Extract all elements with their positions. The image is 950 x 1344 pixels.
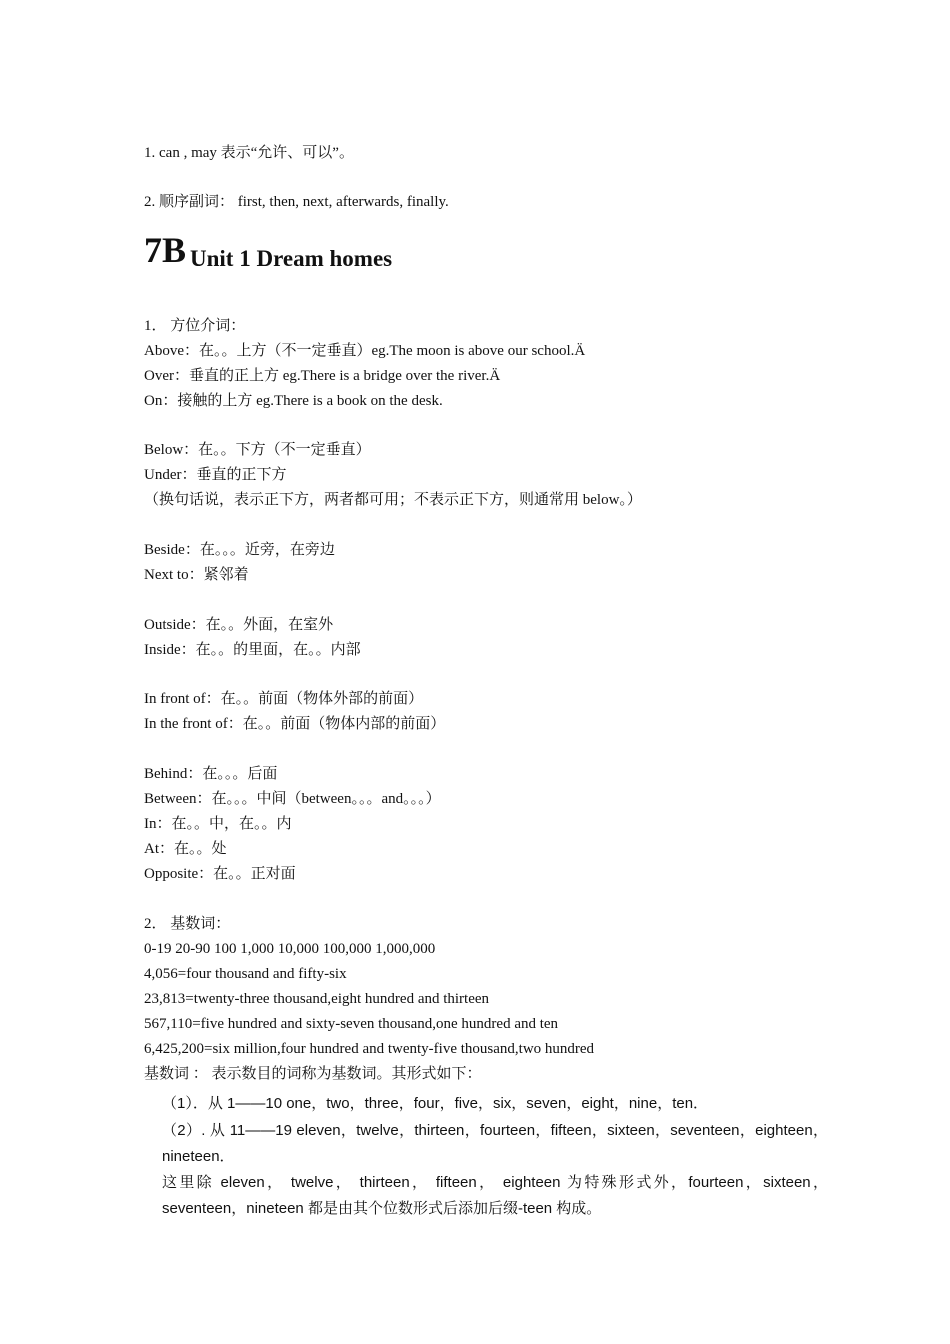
section1-line-in: In：在。。中，在。。内: [144, 816, 292, 832]
section2-note: 这里除 eleven， twelve， thirteen， fifteen， eighteen 为特殊形式外，fourteen，sixteen，seventeen，nineteen 都是由其个位数形式后添加后缀-teen 构成。: [162, 1174, 828, 1217]
section1-line-at: At：在。。处: [144, 841, 227, 857]
section1-line-behind: Behind：在。。。后面: [144, 766, 278, 782]
section1-line-over: Over：垂直的正上方 eg.There is a bridge over the river.Ä: [144, 368, 501, 384]
section1-line-beside: Beside：在。。。近旁，在旁边: [144, 542, 335, 558]
section2-definition: 基数词 ： 表示数目的词称为基数词。其形式如下：: [144, 1066, 482, 1082]
section1-line-in-front-of: In front of：在。。前面（物体外部的前面）: [144, 691, 424, 707]
intro-line-2: 2. 顺序副词： first, then, next, afterwards, finally.: [144, 194, 449, 210]
section1-line-outside: Outside：在。。外面，在室外: [144, 617, 334, 633]
section2-item-2: （2）. 从 11——19 eleven，twelve，thirteen，fourteen，fifteen，sixteen，seventeen，eighteen， nineteen．: [162, 1122, 828, 1165]
section1-line-above: Above：在。。上方（不一定垂直）eg.The moon is above our school.Ä: [144, 343, 586, 359]
section1-title: 1． 方位介词：: [144, 318, 246, 334]
section2-line-example-2: 23,813=twenty-three thousand,eight hundred and thirteen: [144, 991, 490, 1007]
section1-line-note: （换句话说，表示正下方，两者都可用；不表示正下方，则通常用 below。）: [144, 492, 642, 508]
section1-line-inside: Inside：在。。的里面，在。。内部: [144, 642, 361, 658]
section1-line-opposite: Opposite：在。。正对面: [144, 866, 296, 882]
unit-heading-grade: 7B: [144, 230, 187, 270]
section2-title: 2． 基数词：: [144, 916, 231, 932]
section2-line-ranges: 0-19 20-90 100 1,000 10,000 100,000 1,000,000: [144, 941, 436, 957]
section1-line-in-the-front-of: In the front of：在。。前面（物体内部的前面）: [144, 716, 446, 732]
section1-line-between: Between：在。。。中间（between。。。and。。。）: [144, 791, 441, 807]
section1-line-on: On：接触的上方 eg.There is a book on the desk.: [144, 393, 443, 409]
intro-line-1: 1. can , may 表示“允许、可以”。: [144, 145, 354, 161]
section2-line-example-4: 6,425,200=six million,four hundred and twenty-five thousand,two hundred: [144, 1041, 595, 1057]
section1-line-under: Under：垂直的正下方: [144, 467, 287, 483]
section2-line-example-3: 567,110=five hundred and sixty-seven thousand,one hundred and ten: [144, 1016, 559, 1032]
unit-heading-title: Unit 1 Dream homes: [190, 246, 393, 271]
section2-item-1: （1）．从 1——10 one，two，three，four，five，six，seven，eight，nine，ten．: [162, 1095, 709, 1112]
section2-line-example-1: 4,056=four thousand and fifty-six: [144, 966, 347, 982]
section1-line-next-to: Next to：紧邻着: [144, 567, 249, 583]
unit-heading: [144, 230, 392, 270]
section1-line-below: Below：在。。下方（不一定垂直）: [144, 442, 371, 458]
